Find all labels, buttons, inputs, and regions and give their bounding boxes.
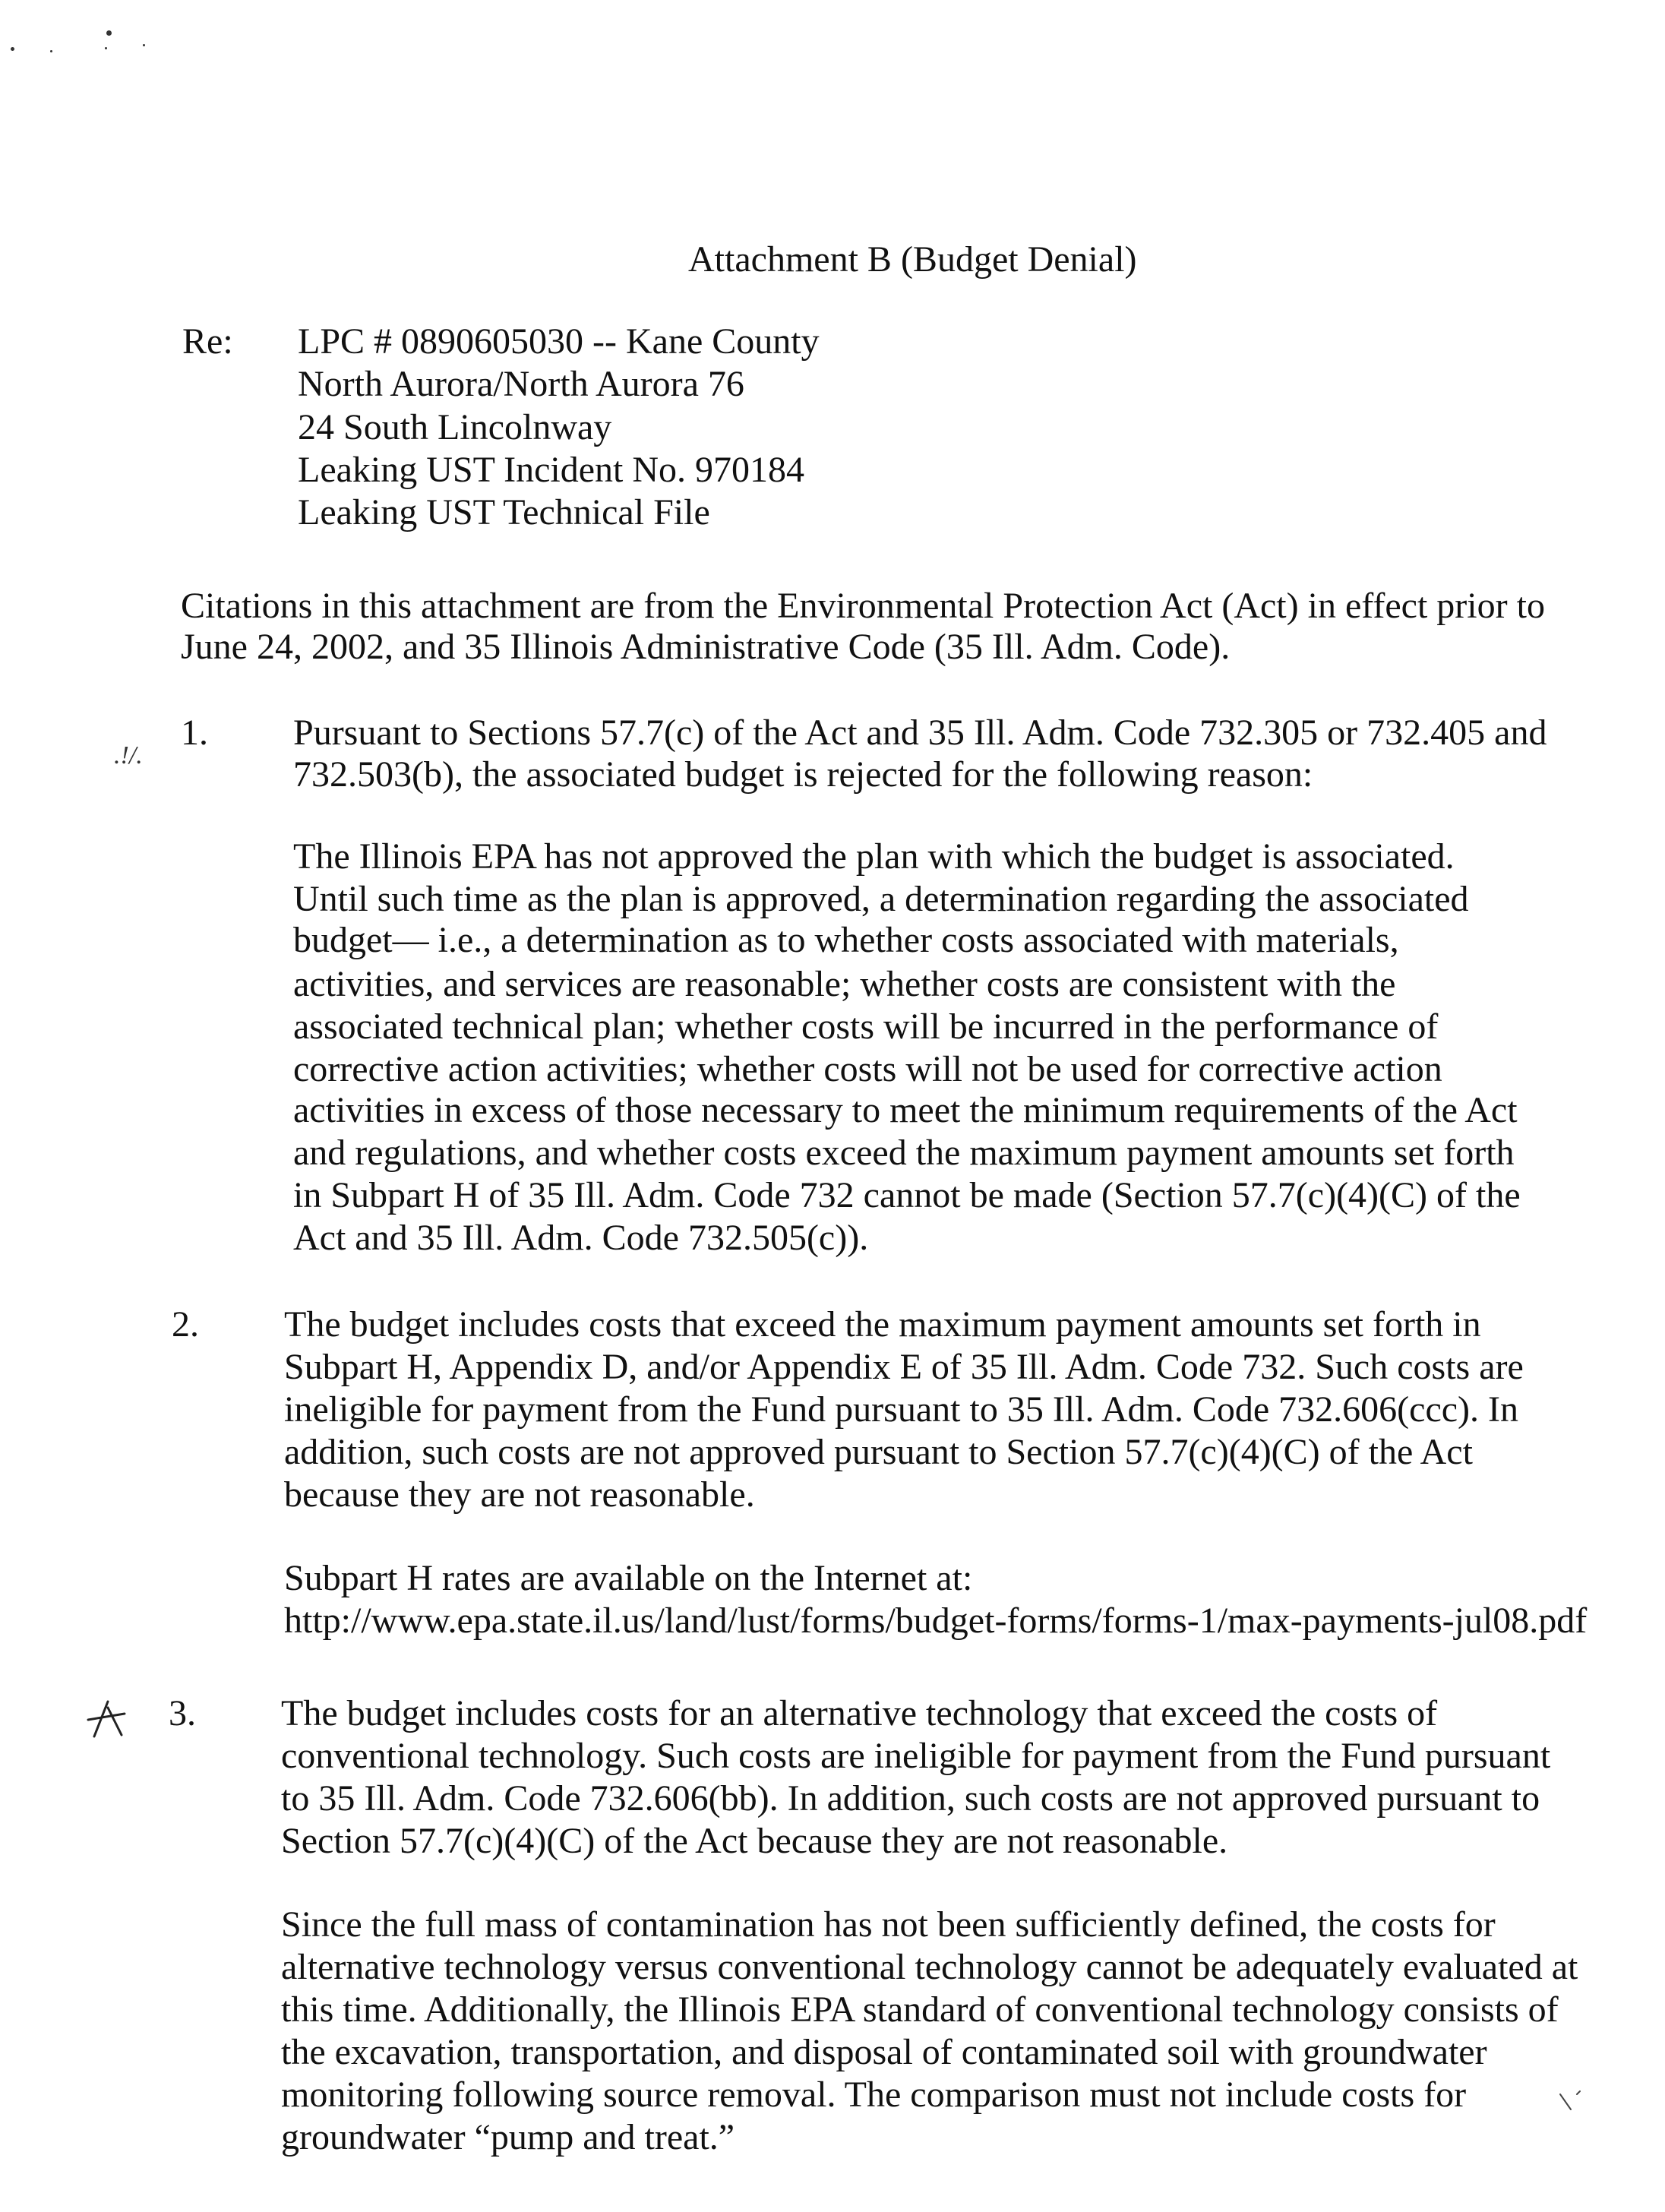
intro-line: June 24, 2002, and 35 Illinois Administrative Code (35 Ill. Adm. Code). xyxy=(181,627,1231,667)
subpart-h-rates-link[interactable]: http://www.epa.state.il.us/land/lust/forms/budget-forms/forms-1/max-payments-jul08.pdf xyxy=(284,1601,1588,1641)
item-number: 1. xyxy=(181,713,208,753)
re-line: North Aurora/North Aurora 76 xyxy=(298,364,744,404)
paragraph-line: conventional technology. Such costs are ineligible for payment from the Fund pursuant xyxy=(281,1736,1551,1776)
paragraph-line: Pursuant to Sections 57.7(c) of the Act and 35 Ill. Adm. Code 732.305 or 732.405 and xyxy=(293,713,1547,753)
paragraph-line: Act and 35 Ill. Adm. Code 732.505(c)). xyxy=(293,1218,869,1258)
margin-scribble: .!/. xyxy=(114,741,143,769)
paragraph-line: alternative technology versus conventional technology cannot be adequately evaluated at xyxy=(281,1947,1578,1987)
re-line: 24 South Lincolnway xyxy=(298,407,612,447)
paragraph-line: corrective action activities; whether costs will not be used for corrective action xyxy=(293,1049,1442,1089)
scan-speck xyxy=(143,44,145,46)
tick-mark xyxy=(1557,2083,1588,2125)
re-line: Leaking UST Technical File xyxy=(298,492,710,532)
scan-speck xyxy=(106,30,112,36)
intro-line: Citations in this attachment are from the Environmental Protection Act (Act) in effect prior to xyxy=(181,586,1545,626)
paragraph-line: this time. Additionally, the Illinois EPA standard of conventional technology consists of xyxy=(281,1989,1559,2030)
paragraph-line: to 35 Ill. Adm. Code 732.606(bb). In addition, such costs are not approved pursuant to xyxy=(281,1778,1540,1819)
paragraph-line: activities, and services are reasonable; whether costs are consistent with the xyxy=(293,964,1396,1004)
paragraph-line: 732.503(b), the associated budget is rejected for the following reason: xyxy=(293,754,1313,795)
paragraph-line: the excavation, transportation, and disposal of contaminated soil with groundwater xyxy=(281,2032,1487,2072)
paragraph-line: The Illinois EPA has not approved the plan with which the budget is associated. xyxy=(293,836,1455,877)
paragraph-line: Since the full mass of contamination has not been sufficiently defined, the costs for xyxy=(281,1904,1496,1945)
re-line: LPC # 0890605030 -- Kane County xyxy=(298,321,820,362)
paragraph-line: Subpart H rates are available on the Internet at: xyxy=(284,1558,973,1598)
paragraph-line: ineligible for payment from the Fund pursuant to 35 Ill. Adm. Code 732.606(ccc). In xyxy=(284,1389,1519,1430)
paragraph-line: and regulations, and whether costs exceed the maximum payment amounts set forth xyxy=(293,1133,1515,1173)
item-number: 3. xyxy=(169,1693,196,1733)
handwritten-asterisk xyxy=(85,1697,128,1749)
paragraph-line: The budget includes costs for an alternative technology that exceed the costs of xyxy=(281,1693,1438,1733)
paragraph-line: budget— i.e., a determination as to whether costs associated with materials, xyxy=(293,920,1399,960)
item-number: 2. xyxy=(172,1304,199,1345)
scan-speck xyxy=(105,47,107,49)
tick-icon xyxy=(1557,2090,1588,2116)
paragraph-line: Subpart H, Appendix D, and/or Appendix E of 35 Ill. Adm. Code 732. Such costs are xyxy=(284,1347,1524,1387)
paragraph-line: associated technical plan; whether costs will be incurred in the performance of xyxy=(293,1006,1439,1047)
paragraph-line: Until such time as the plan is approved, a determination regarding the associated xyxy=(293,879,1469,919)
document-title: Attachment B (Budget Denial) xyxy=(688,239,1137,280)
paragraph-line: addition, such costs are not approved pursuant to Section 57.7(c)(4)(C) of the Act xyxy=(284,1432,1473,1472)
scan-speck xyxy=(50,50,52,52)
scan-speck xyxy=(11,47,14,51)
paragraph-line: in Subpart H of 35 Ill. Adm. Code 732 cannot be made (Section 57.7(c)(4)(C) of the xyxy=(293,1175,1521,1215)
paragraph-line: activities in excess of those necessary to meet the minimum requirements of the Act xyxy=(293,1090,1518,1130)
re-line: Leaking UST Incident No. 970184 xyxy=(298,450,805,490)
re-label: Re: xyxy=(182,321,233,362)
paragraph-line: The budget includes costs that exceed the maximum payment amounts set forth in xyxy=(284,1304,1481,1345)
paragraph-line: groundwater “pump and treat.” xyxy=(281,2117,735,2157)
paragraph-line: monitoring following source removal. The comparison must not include costs for xyxy=(281,2075,1467,2115)
asterisk-icon xyxy=(85,1697,128,1740)
paragraph-line: Section 57.7(c)(4)(C) of the Act because they are not reasonable. xyxy=(281,1821,1228,1861)
paragraph-line: because they are not reasonable. xyxy=(284,1474,755,1515)
